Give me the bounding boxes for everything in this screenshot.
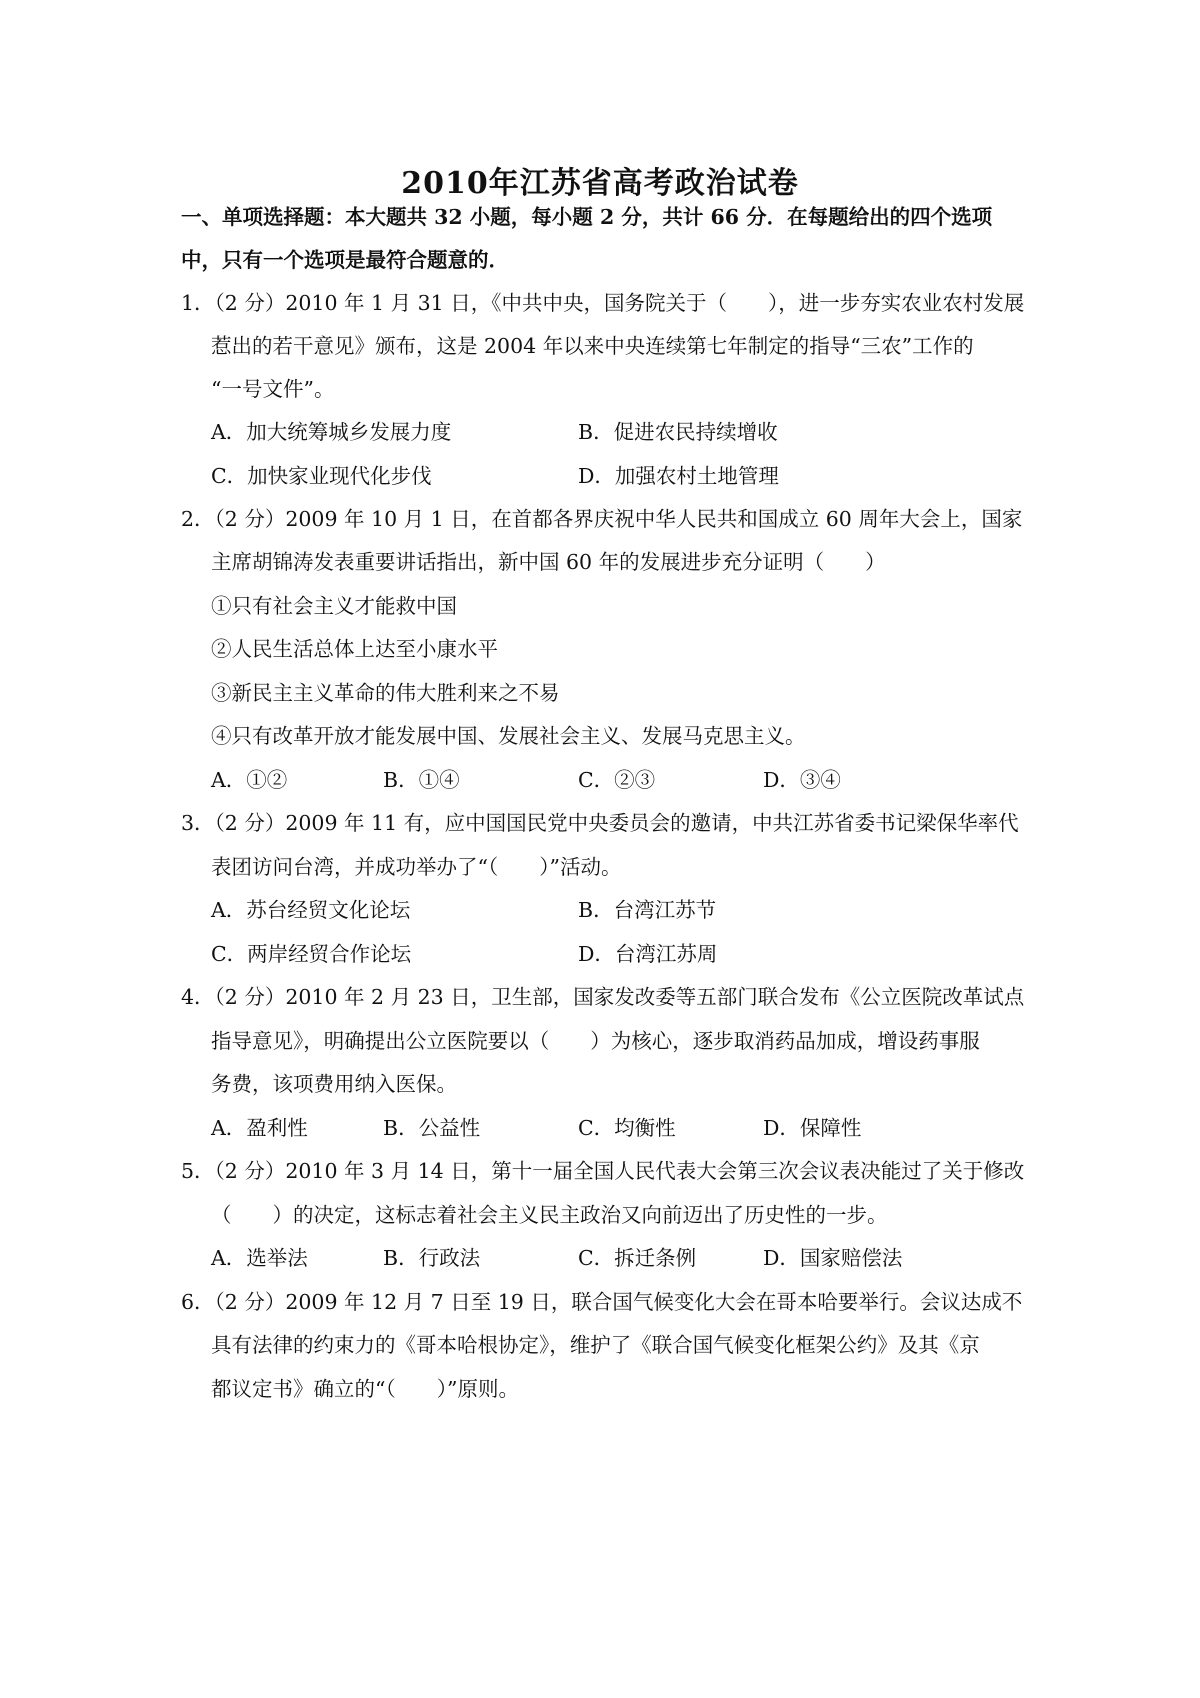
- question-2-item-3: ③新民主主义革命的伟大胜利来之不易: [211, 681, 560, 705]
- question-2-line-1: 2．（2 分）2009 年 10 月 1 日，在首都各界庆祝中华人民共和国成立 60 周年大会上，国家: [181, 507, 1023, 531]
- question-1-option-b: B．促进农民持续增收: [578, 420, 778, 444]
- question-1-option-c: C．加快家业现代化步伐: [211, 464, 432, 488]
- question-1-line-1: 1．（2 分）2010 年 1 月 31 日，《中共中央，国务院关于（ ），进一步夯实农业农村发展: [181, 291, 1025, 315]
- question-6-line-3: 都议定书》确立的“（ ）”原则。: [211, 1377, 519, 1401]
- question-3-option-b: B．台湾江苏节: [578, 898, 717, 922]
- question-2-option-b: B．①④: [383, 768, 460, 792]
- question-3-line-1: 3．（2 分）2009 年 11 有，应中国国民党中央委员会的邀请，中共江苏省委书记梁保华率代: [181, 811, 1019, 835]
- question-4-option-d: D．保障性: [763, 1116, 862, 1140]
- question-2-item-2: ②人民生活总体上达至小康水平: [211, 637, 498, 661]
- page-title: 2010年江苏省高考政治试卷: [401, 166, 799, 201]
- question-5-line-2: （ ）的决定，这标志着社会主义民主政治又向前迈出了历史性的一步。: [211, 1203, 888, 1227]
- question-1-option-a: A．加大统筹城乡发展力度: [211, 420, 452, 444]
- question-2-item-4: ④只有改革开放才能发展中国、发展社会主义、发展马克思主义。: [211, 724, 806, 748]
- question-2-line-2: 主席胡锦涛发表重要讲话指出，新中国 60 年的发展进步充分证明（ ）: [211, 550, 886, 574]
- question-4-option-c: C．均衡性: [578, 1116, 676, 1140]
- question-2-option-a: A．①②: [211, 768, 288, 792]
- question-3-option-d: D．台湾江苏周: [578, 942, 718, 966]
- question-1-line-3: “一号文件”。: [211, 377, 335, 401]
- question-6-line-2: 具有法律的约束力的《哥本哈根协定》，维护了《联合国气候变化框架公约》及其《京: [211, 1333, 980, 1357]
- question-2-item-1: ①只有社会主义才能救中国: [211, 594, 457, 618]
- question-5-option-b: B．行政法: [383, 1246, 481, 1270]
- section-header-line-2: 中，只有一个选项是最符合题意的．: [181, 248, 509, 272]
- question-3-option-a: A．苏台经贸文化论坛: [211, 898, 411, 922]
- question-4-line-3: 务费，该项费用纳入医保。: [211, 1072, 457, 1096]
- question-5-option-d: D．国家赔偿法: [763, 1246, 903, 1270]
- question-4-option-a: A．盈利性: [211, 1116, 308, 1140]
- section-header-line-1: 一、单项选择题：本大题共 32 小题，每小题 2 分，共计 66 分．在每题给出的四个选项: [181, 205, 993, 229]
- question-5-option-c: C．拆迁条例: [578, 1246, 697, 1270]
- question-4-option-b: B．公益性: [383, 1116, 481, 1140]
- question-4-line-1: 4．（2 分）2010 年 2 月 23 日，卫生部，国家发改委等五部门联合发布《公立医院改革试点: [181, 985, 1025, 1009]
- question-3-line-2: 表团访问台湾，并成功举办了“（ ）”活动。: [211, 855, 622, 879]
- question-1-option-d: D．加强农村土地管理: [578, 464, 779, 488]
- question-2-option-d: D．③④: [763, 768, 841, 792]
- question-6-line-1: 6．（2 分）2009 年 12 月 7 日至 19 日，联合国气候变化大会在哥本哈要举行。会议达成不: [181, 1290, 1023, 1314]
- question-3-option-c: C．两岸经贸合作论坛: [211, 942, 412, 966]
- question-5-option-a: A．选举法: [211, 1246, 308, 1270]
- question-5-line-1: 5．（2 分）2010 年 3 月 14 日，第十一届全国人民代表大会第三次会议表决能过了关于修改: [181, 1159, 1025, 1183]
- question-4-line-2: 指导意见》，明确提出公立医院要以（ ）为核心，逐步取消药品加成，增设药事服: [211, 1029, 980, 1053]
- question-1-line-2: 惹出的若干意见》颁布，这是 2004 年以来中央连续第七年制定的指导“三农”工作的: [211, 334, 974, 358]
- question-2-option-c: C．②③: [578, 768, 656, 792]
